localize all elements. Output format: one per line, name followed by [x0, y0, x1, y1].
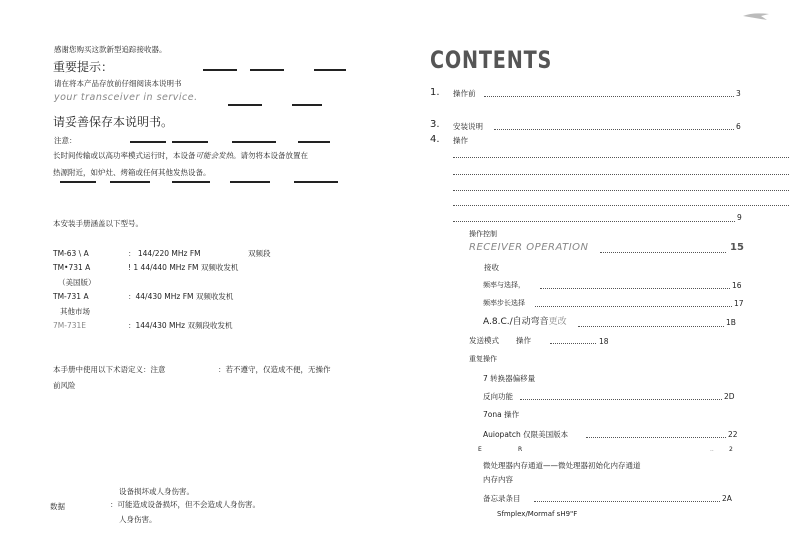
toc-entry: 频率与选择，: [483, 281, 525, 289]
repeat-heading: 重复操作: [469, 355, 497, 363]
terms-line-1b: ：若不遵守，仅造成不便，无操作: [218, 365, 331, 374]
damage-line-3: 人身伤害。: [119, 515, 157, 524]
leader-dots: [534, 501, 720, 502]
toc-label: 操作: [453, 136, 468, 145]
redaction-bar: [294, 181, 338, 183]
note-body-3: 热源附近，如炉灶、烤箱或任何其他发热设备。: [53, 168, 211, 177]
model-name: TM•731 A: [53, 263, 91, 272]
memory-line-1: 微处理器内存通道——微处理器初始化内存通道: [483, 461, 641, 470]
toc-page: 18: [599, 337, 609, 346]
toc-entry: [483, 431, 568, 439]
toc-number: 3.: [430, 119, 440, 130]
redaction-bar: [110, 181, 150, 183]
terms-line-1: 本手册中使用以下术语定义：注意: [53, 365, 166, 374]
small-page: 2: [729, 446, 733, 453]
toc-entry: 7ona 操作: [483, 410, 520, 419]
leader-dots: [586, 437, 726, 438]
redaction-bar: [232, 141, 276, 143]
redaction-bar: [230, 181, 270, 183]
receive-heading: 接收: [484, 263, 499, 272]
toc-entry: 频率步长选择: [483, 299, 525, 307]
toc-page: 17: [734, 299, 744, 308]
toc-page: 2D: [724, 392, 735, 401]
redaction-bar: [298, 141, 330, 143]
toc-page: 16: [732, 281, 742, 290]
tx-mode: 发送模式: [469, 336, 499, 345]
model-spec: ! 1 44/440 MHz FM 双频收发机: [128, 263, 239, 272]
autopatch-note: 仅限美国版本: [523, 430, 569, 439]
toc-number: 4.: [430, 134, 440, 145]
redaction-bar: [130, 141, 166, 143]
leader-dots: [550, 343, 596, 344]
toc-entry: 7 转换器偏移量: [483, 374, 536, 383]
note-body-emphasis: 可能会发热: [195, 151, 233, 160]
model-name: 7M-731E: [53, 321, 87, 330]
toc-page: 6: [736, 122, 741, 131]
model-spec: ： 144/220 MHz FM: [128, 249, 201, 258]
terms-line-2: 前风险: [53, 381, 76, 390]
memory-line-2: 内存内容: [483, 475, 513, 484]
damage-line-2: ：可能造成设备损坏，但不会造成人身伤害。: [110, 500, 260, 509]
model-name: （美国版）: [58, 278, 96, 287]
redaction-bar: [172, 181, 210, 183]
autopatch-text: Auiopatch: [483, 430, 521, 439]
e-label: E: [478, 446, 482, 453]
control-heading: 操作控制: [469, 230, 497, 238]
toc-page: 2A: [722, 494, 732, 503]
model-name: TM-63 \ A: [53, 249, 89, 258]
redaction-bar: [203, 69, 237, 71]
redaction-bar: [228, 104, 262, 106]
abc-text: A.8.C./自动弯音: [483, 317, 549, 327]
leader-dots: [484, 96, 734, 97]
toc-page: 15: [730, 242, 744, 253]
data-label: 数据: [50, 502, 65, 511]
simplex-entry: Sfmplex/Mormaf sH9"F: [497, 510, 578, 518]
toc-label: 安装说明: [453, 122, 483, 131]
leader-dots: [453, 174, 789, 175]
covers-models-text: 本安装手册涵盖以下型号。: [53, 219, 143, 228]
toc-entry: [483, 318, 567, 327]
model-name: 其他市场: [60, 307, 90, 316]
service-line: your transceiver in service.: [54, 92, 198, 103]
r-label: R: [518, 446, 523, 453]
note-body-part: 长时间传输或以高功率模式运行时，本设备: [53, 151, 196, 160]
leader-dots: [453, 190, 789, 191]
read-manual-text: 请在将本产品存放前仔细阅读本说明书: [54, 79, 182, 88]
leader-dots: [453, 157, 789, 158]
abc-gray-text: 更改: [548, 317, 567, 327]
toc-entry: 反向功能: [483, 392, 513, 401]
toc-entry: 备忘录条目: [483, 494, 521, 503]
model-name: TM-731 A: [53, 292, 89, 301]
note-body-part: 。请勿将本设备放置在: [233, 151, 308, 160]
leader-dots: [520, 399, 722, 400]
leader-dots: [600, 252, 726, 253]
leader-dots: [453, 205, 789, 206]
toc-page: 9: [737, 213, 742, 222]
redaction-bar: [60, 181, 96, 183]
note-body-1: [53, 152, 308, 160]
thanks-text: 感谢您购买这款新型追踪接收器。: [54, 45, 167, 54]
leader-dots: [494, 129, 734, 130]
toc-page: 1B: [726, 318, 736, 327]
corner-arrow-icon: [741, 10, 771, 24]
contents-title: CONTENTS: [430, 46, 553, 74]
model-spec: ：144/430 MHz 双频段收发机: [128, 321, 233, 330]
leader-dots: [540, 288, 730, 289]
damage-line-1: 设备损坏或人身伤害。: [119, 487, 194, 496]
redaction-bar: [172, 141, 208, 143]
toc-label: 操作前: [453, 89, 476, 98]
receiver-operation: RECEIVER OPERATION: [469, 242, 589, 253]
toc-page: 3: [736, 89, 741, 98]
toc-number: 1.: [430, 87, 440, 98]
important-heading: 重要提示：: [53, 60, 114, 74]
save-manual-heading: 请妥善保存本说明书。: [53, 115, 174, 129]
model-spec: ：44/430 MHz FM 双频收发机: [128, 292, 234, 301]
note-label: 注意：: [54, 136, 77, 145]
redaction-bar: [250, 69, 284, 71]
leader-dots: [578, 326, 724, 327]
leader-dots: [453, 221, 735, 222]
redaction-bar: [292, 104, 322, 106]
redaction-bar: [314, 69, 346, 71]
leader-dots: [535, 306, 732, 307]
tx-operation: 操作: [516, 336, 531, 345]
toc-page: 22: [728, 430, 738, 439]
model-extra: 双频段: [248, 249, 271, 258]
dots-small: ..: [710, 446, 714, 453]
